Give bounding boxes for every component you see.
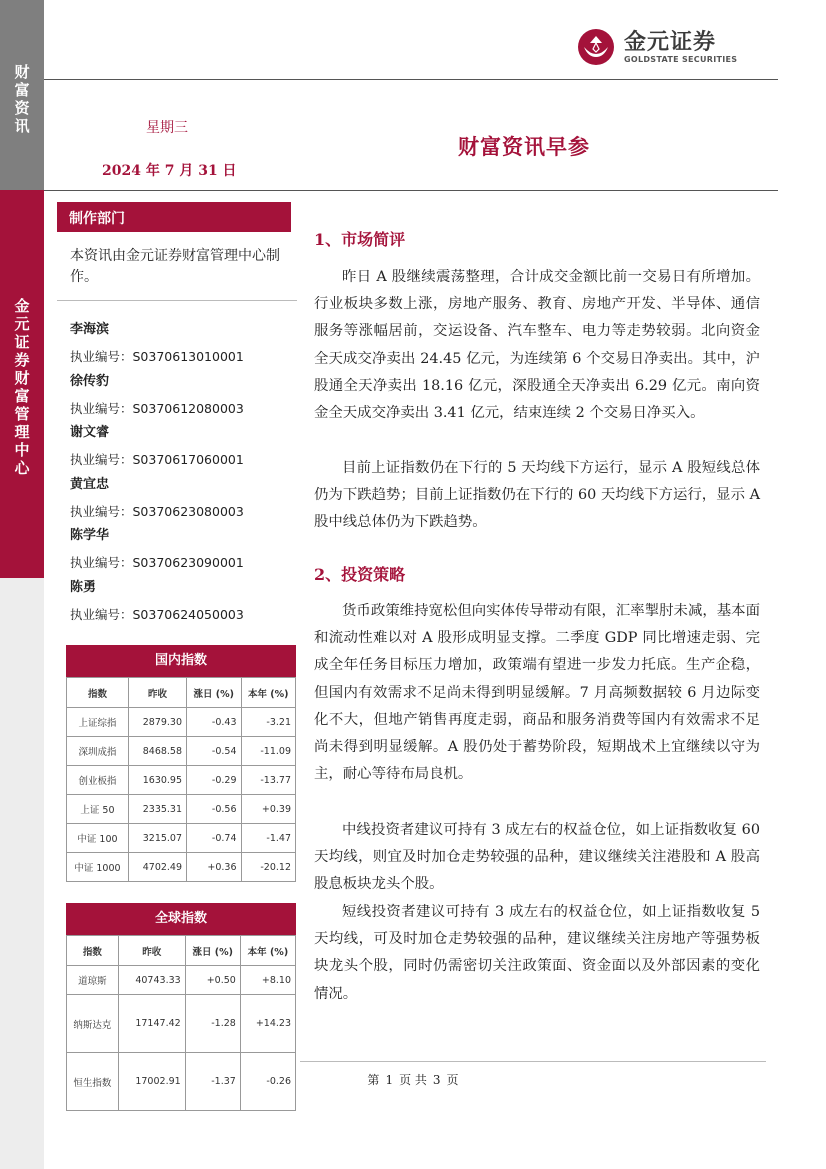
index-close: 40743.33 — [118, 966, 185, 995]
index-name: 深圳成指 — [67, 737, 129, 766]
column-header: 本年 (%) — [240, 936, 295, 966]
domestic-index-table — [66, 677, 296, 882]
column-header: 涨日 (%) — [185, 936, 240, 966]
index-name: 中证 100 — [67, 824, 129, 853]
table-row — [67, 708, 296, 737]
analyst-name: 黄宜忠 — [70, 477, 110, 492]
table-row — [67, 766, 296, 795]
dept-description: 本资讯由金元证券财富管理中心制作。 — [70, 248, 280, 285]
index-ytd-change: +8.10 — [240, 966, 295, 995]
index-name: 道琼斯 — [67, 966, 119, 995]
analyst-3 — [70, 421, 244, 468]
analyst-name: 陈勇 — [70, 580, 97, 595]
index-name: 恒生指数 — [67, 1053, 119, 1111]
analyst-license: 执业编号：S0370613010001 — [70, 349, 244, 364]
report-date: 2024 年 7 月 31 日 — [102, 163, 237, 179]
index-day-change: -0.54 — [187, 737, 241, 766]
dept-divider — [57, 300, 297, 301]
index-name: 上证综指 — [67, 708, 129, 737]
index-day-change: -0.43 — [187, 708, 241, 737]
index-name: 上证 50 — [67, 795, 129, 824]
header-rule-bottom — [44, 190, 778, 191]
index-close: 8468.58 — [128, 737, 186, 766]
section-1-title: 1、市场简评 — [314, 230, 406, 249]
domestic-index-heading: 国内指数 — [66, 645, 296, 677]
column-header: 昨收 — [118, 936, 185, 966]
brand-name-en: GOLDSTATE SECURITIES — [624, 54, 738, 64]
index-day-change: -1.28 — [185, 995, 240, 1053]
index-close: 17002.91 — [118, 1053, 185, 1111]
index-day-change: -0.29 — [187, 766, 241, 795]
analyst-4 — [70, 473, 244, 520]
page-prefix: 第 — [367, 1073, 380, 1087]
page-current: 1 — [385, 1073, 394, 1087]
index-day-change: +0.50 — [185, 966, 240, 995]
table-row — [67, 737, 296, 766]
column-header: 涨日 (%) — [187, 678, 241, 708]
domestic-index-panel — [66, 645, 296, 882]
footer-rule — [300, 1061, 766, 1062]
index-day-change: -0.56 — [187, 795, 241, 824]
brand-logo — [576, 24, 766, 70]
sidebar-mid-label: 金元证券财富管理中心 — [12, 298, 31, 478]
header-rule-top — [44, 79, 778, 80]
index-close: 3215.07 — [128, 824, 186, 853]
analyst-name: 陈学华 — [70, 528, 110, 543]
global-index-heading: 全球指数 — [66, 903, 296, 935]
analyst-2 — [70, 370, 244, 417]
index-day-change: -0.74 — [187, 824, 241, 853]
index-close: 17147.42 — [118, 995, 185, 1053]
section-1-paragraph: 目前上证指数仍在下行的 5 天均线下方运行，显示 A 股短线总体仍为下跌趋势；目前上证指数仍在下行的 60 天均线下方运行，显示 A 股中线总体仍为下跌趋势。 — [314, 460, 760, 531]
index-close: 4702.49 — [128, 853, 186, 882]
analyst-license: 执业编号：S0370624050003 — [70, 607, 244, 622]
section-1-paragraph: 昨日 A 股继续震荡整理，合计成交金额比前一交易日有所增加。行业板块多数上涨，房地产服务、教育、房地产开发、半导体、通信服务等涨幅居前，交运设备、汽车整车、电力等走势较弱。北向资金全天成交净卖出 24.45 亿元，为连续第 6 个交易日净卖出。其中，沪股通全天净卖出 18.16 亿元，深股通全天净卖出 6.29 亿元。南向资金全天成交净卖出 3.41 亿元，结束连续 2 个交易日净买入。 — [314, 269, 760, 422]
column-header: 指数 — [67, 678, 129, 708]
analyst-1 — [70, 318, 244, 365]
index-day-change: -1.37 — [185, 1053, 240, 1111]
brand-name-cn: 金元证券 — [624, 29, 717, 55]
column-header: 本年 (%) — [241, 678, 296, 708]
sidebar-top-label: 财富资讯 — [12, 64, 31, 136]
section-2-paragraph: 短线投资者建议可持有 3 成左右的权益仓位，如上证指数收复 5 天均线，可及时加仓走势较强的品种，建议继续关注房地产等强势板块龙头个股，同时仍需密切关注政策面、资金面以及外部因素的变化情况。 — [314, 904, 760, 1002]
page-number — [0, 1071, 826, 1088]
index-name: 创业板指 — [67, 766, 129, 795]
index-ytd-change: -11.09 — [241, 737, 296, 766]
page-suffix: 页 — [446, 1073, 459, 1087]
table-row — [67, 795, 296, 824]
table-row — [67, 853, 296, 882]
brand-logo-icon — [576, 27, 616, 67]
column-header: 指数 — [67, 936, 119, 966]
index-name: 中证 1000 — [67, 853, 129, 882]
index-ytd-change: -0.26 — [240, 1053, 295, 1111]
table-row — [67, 966, 296, 995]
analyst-6 — [70, 576, 244, 623]
section-2-title: 2、投资策略 — [314, 565, 406, 584]
index-ytd-change: -3.21 — [241, 708, 296, 737]
dept-heading: 制作部门 — [57, 202, 291, 232]
column-header: 昨收 — [128, 678, 186, 708]
index-close: 1630.95 — [128, 766, 186, 795]
weekday: 星期三 — [146, 120, 188, 136]
analyst-name: 谢文睿 — [70, 425, 110, 440]
page-total: 3 — [432, 1073, 441, 1087]
index-name: 纳斯达克 — [67, 995, 119, 1053]
index-ytd-change: +14.23 — [240, 995, 295, 1053]
index-close: 2335.31 — [128, 795, 186, 824]
analyst-name: 李海滨 — [70, 322, 110, 337]
index-ytd-change: -13.77 — [241, 766, 296, 795]
table-row — [67, 995, 296, 1053]
analyst-license: 执业编号：S0370617060001 — [70, 452, 244, 467]
index-ytd-change: +0.39 — [241, 795, 296, 824]
table-row — [67, 824, 296, 853]
index-ytd-change: -1.47 — [241, 824, 296, 853]
index-ytd-change: -20.12 — [241, 853, 296, 882]
page-title: 财富资讯早参 — [458, 134, 590, 159]
section-2-paragraph: 中线投资者建议可持有 3 成左右的权益仓位，如上证指数收复 60 天均线，则宜及时加仓走势较强的品种，建议继续关注港股和 A 股高股息板块龙头个股。 — [314, 822, 760, 893]
section-2-paragraph: 货币政策维持宽松但向实体传导带动有限，汇率掣肘未减，基本面和流动性难以对 A 股形成明显支撑。二季度 GDP 同比增速走弱、完成全年任务目标压力增加，政策端有望进一步发力托底。生产企稳，但国内有效需求不足尚未得到明显缓解。7 月高频数据较 6 月边际变化不大，但地产销售再度走弱，商品和服务消费等国内有效需求不足尚未得到明显缓解。A 股仍处于蓄势阶段，短期战术上宜继续以守为主，耐心等待布局良机。 — [314, 603, 760, 783]
analyst-license: 执业编号：S0370623080003 — [70, 504, 244, 519]
analyst-license: 执业编号：S0370623090001 — [70, 555, 244, 570]
analyst-name: 徐传豹 — [70, 374, 110, 389]
analyst-5 — [70, 524, 244, 571]
page-mid: 页 共 — [399, 1073, 427, 1087]
index-close: 2879.30 — [128, 708, 186, 737]
analyst-license: 执业编号：S0370612080003 — [70, 401, 244, 416]
index-day-change: +0.36 — [187, 853, 241, 882]
